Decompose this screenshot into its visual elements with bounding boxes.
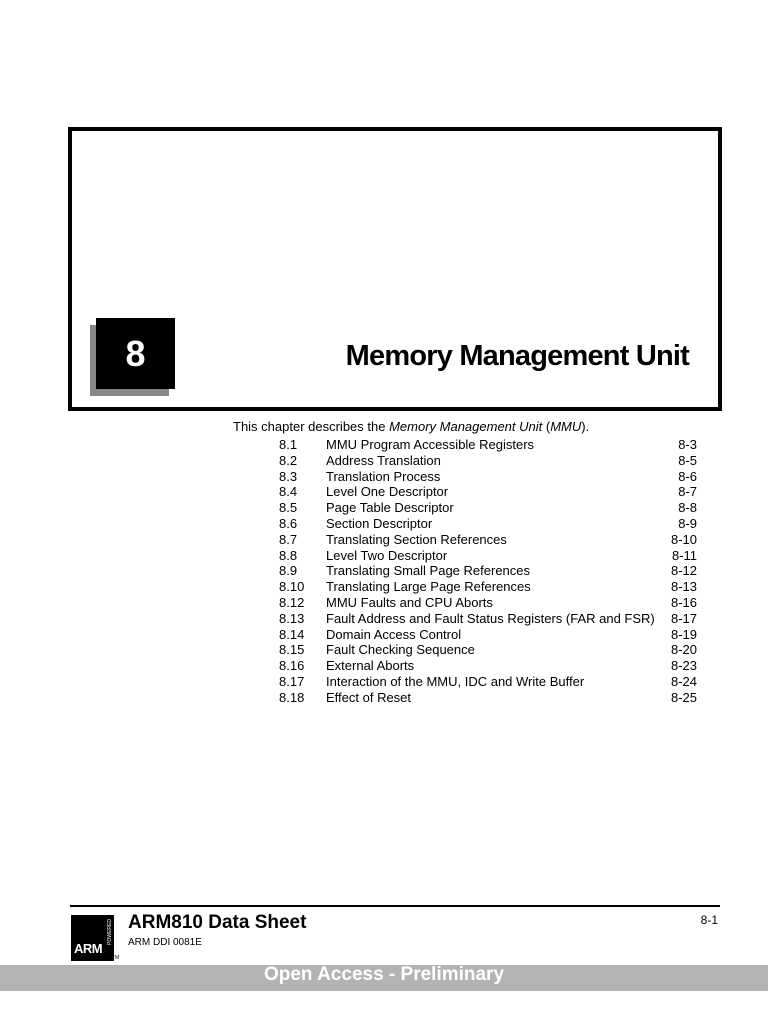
toc-page: 8-24	[670, 673, 697, 689]
open-access-banner: Open Access - Preliminary	[0, 965, 768, 991]
document-id: ARM DDI 0081E	[128, 937, 202, 948]
toc-title: Level Two Descriptor	[326, 547, 448, 563]
toc-num: 8.12	[279, 594, 305, 610]
toc-num: 8.7	[279, 531, 298, 547]
toc-num: 8.1	[279, 437, 298, 452]
toc-title: Interaction of the MMU, IDC and Write Buffer	[326, 673, 585, 689]
toc-title: Page Table Descriptor	[326, 500, 454, 516]
toc-title: Section Descriptor	[326, 515, 433, 531]
toc-page: 8-17	[670, 610, 697, 626]
toc-entry[interactable]	[279, 579, 697, 595]
toc-page: 8-8	[678, 500, 697, 516]
toc-title: Translating Small Page References	[326, 563, 531, 579]
toc-num: 8.17	[279, 673, 305, 689]
toc-num: 8.15	[279, 642, 305, 658]
toc-title: MMU Program Accessible Registers	[326, 437, 535, 452]
toc-num: 8.8	[279, 547, 298, 563]
toc-entry[interactable]	[279, 516, 697, 532]
toc-title: Address Translation	[326, 452, 441, 468]
toc-page: 8-20	[670, 642, 697, 658]
toc-title: Effect of Reset	[326, 689, 412, 705]
toc-entry[interactable]	[279, 453, 697, 469]
toc-num: 8.13	[279, 610, 305, 626]
toc-entry[interactable]	[279, 563, 697, 579]
toc-page: 8-16	[670, 594, 697, 610]
intro-prefix: This chapter describes the	[233, 419, 390, 434]
toc-entry[interactable]	[279, 658, 697, 674]
chapter-number: 8	[96, 318, 175, 389]
datasheet-title: ARM810 Data Sheet	[128, 912, 307, 933]
toc-page: 8-19	[670, 626, 697, 642]
toc-entry[interactable]	[279, 484, 697, 500]
toc-page: 8-3	[678, 437, 697, 452]
toc-entry[interactable]	[279, 595, 697, 611]
toc-page: 8-7	[678, 484, 697, 500]
toc-title: Fault Checking Sequence	[326, 642, 475, 658]
table-of-contents	[279, 437, 697, 706]
toc-title: Translation Process	[326, 468, 441, 484]
toc-entry[interactable]	[279, 500, 697, 516]
intro-middle: (	[542, 419, 551, 434]
toc-num: 8.9	[279, 563, 298, 579]
toc-num: 8.5	[279, 500, 298, 516]
toc-entry[interactable]	[279, 627, 697, 643]
toc-entry[interactable]	[279, 437, 697, 453]
toc-page: 8-12	[670, 563, 697, 579]
toc-entry[interactable]	[279, 642, 697, 658]
toc-page: 8-23	[670, 658, 697, 674]
intro-emphasis-mmu-abbr: MMU	[550, 419, 582, 434]
toc-page: 8-6	[678, 468, 697, 484]
toc-num: 8.3	[279, 468, 298, 484]
toc-title: Translating Section References	[326, 531, 507, 547]
logo-side-text: POWERED	[107, 919, 113, 945]
toc-page: 8-5	[678, 452, 697, 468]
toc-num: 8.16	[279, 658, 305, 674]
toc-title: Domain Access Control	[326, 626, 462, 642]
intro-emphasis-mmu-name: Memory Management Unit	[389, 419, 543, 434]
toc-num: 8.4	[279, 484, 298, 500]
toc-page: 8-13	[670, 579, 697, 595]
toc-page: 8-10	[670, 531, 697, 547]
toc-title: MMU Faults and CPU Aborts	[326, 594, 493, 610]
toc-entry[interactable]	[279, 674, 697, 690]
toc-title: Translating Large Page References	[326, 579, 531, 595]
toc-num: 8.18	[279, 689, 305, 705]
toc-title: Fault Address and Fault Status Registers (FAR and FSR)	[326, 610, 655, 626]
toc-entry[interactable]	[279, 548, 697, 564]
toc-page: 8-25	[670, 689, 697, 705]
toc-entry[interactable]	[279, 611, 697, 627]
toc-page: 8-11	[671, 547, 697, 563]
toc-title: External Aborts	[326, 658, 415, 674]
toc-page: 8-9	[678, 515, 697, 531]
toc-num: 8.10	[279, 579, 305, 595]
footer-rule	[70, 905, 720, 907]
chapter-intro	[233, 419, 589, 434]
toc-entry[interactable]	[279, 690, 697, 706]
toc-num: 8.2	[279, 452, 298, 468]
toc-entry[interactable]	[279, 469, 697, 485]
chapter-title: Memory Management Unit	[345, 340, 689, 372]
toc-entry[interactable]	[279, 532, 697, 548]
toc-num: 8.6	[279, 515, 298, 531]
logo-text: ARM	[74, 941, 103, 956]
logo-trademark: TM	[112, 955, 120, 961]
intro-suffix: ).	[581, 419, 590, 434]
toc-title: Level One Descriptor	[326, 484, 449, 500]
arm-powered-logo	[71, 915, 114, 961]
page-number: 8-1	[700, 913, 718, 927]
toc-num: 8.14	[279, 626, 305, 642]
